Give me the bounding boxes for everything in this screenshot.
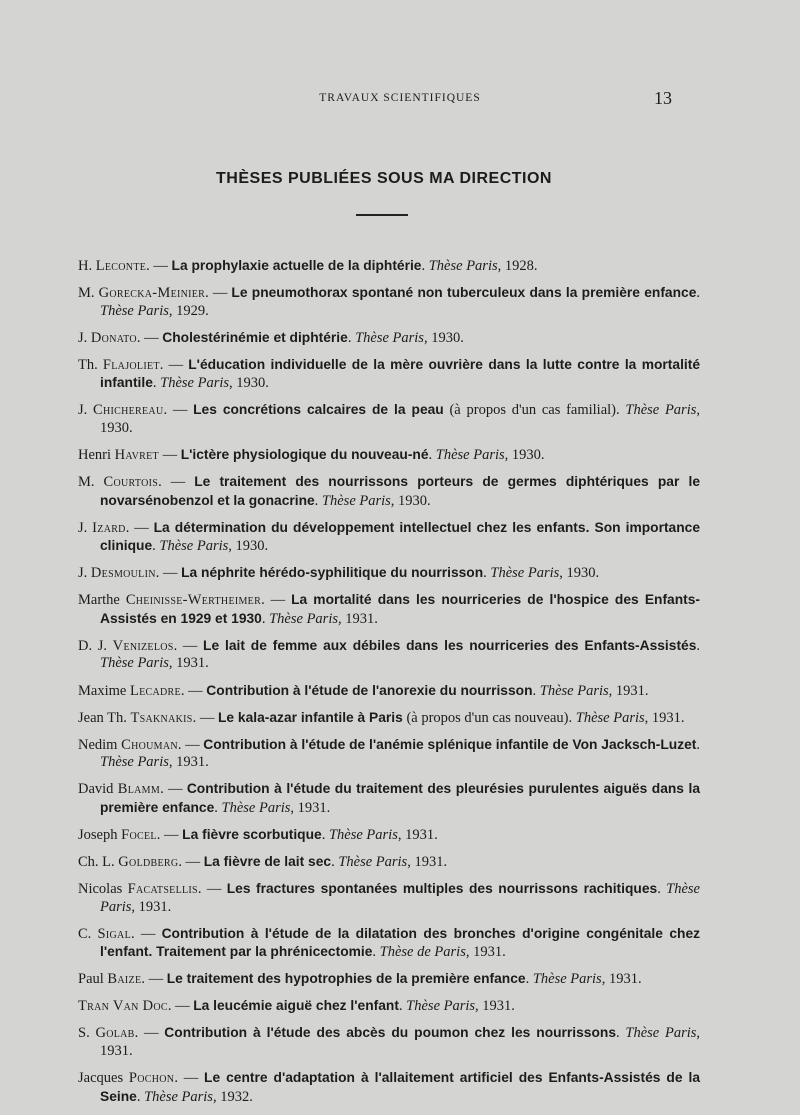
thesis-entry <box>78 826 700 845</box>
thesis-entry <box>78 925 700 962</box>
thesis-entry <box>78 356 700 393</box>
separator: . — <box>146 258 172 274</box>
thesis-year: , 1931. <box>397 826 438 843</box>
thesis-title: La prophylaxie actuelle de la diphtérie <box>171 258 422 273</box>
author-initials: J. <box>78 565 91 582</box>
title-period: . <box>347 329 356 346</box>
title-period: . <box>314 492 322 509</box>
author-initials: J. <box>78 402 94 419</box>
thesis-year: , 1930. <box>559 565 600 582</box>
thesis-entry <box>78 637 700 673</box>
thesis-entry <box>78 1069 700 1106</box>
author-surname: Havret <box>114 446 159 463</box>
separator: . — <box>197 881 227 898</box>
separator: — <box>158 446 181 463</box>
thesis-entry <box>78 329 700 348</box>
thesis-entry <box>78 1024 700 1060</box>
separator: . — <box>160 781 187 798</box>
separator: . — <box>178 854 204 870</box>
separator: . — <box>130 925 162 942</box>
thesis-year: , 1931. <box>465 944 506 961</box>
thesis-venue: Thèse Paris <box>269 610 338 627</box>
title-period: . <box>428 446 436 463</box>
author-initials: Jean Th. <box>78 709 131 726</box>
thesis-entry <box>78 682 700 701</box>
author-initials: C. <box>78 925 98 942</box>
author-surname: Chichereau <box>93 402 164 419</box>
thesis-entry <box>78 880 700 916</box>
thesis-entry <box>78 736 700 772</box>
thesis-year: , 1930. <box>423 329 464 346</box>
thesis-year: , 1930. <box>229 375 269 392</box>
separator: . — <box>163 402 194 419</box>
thesis-entry <box>78 709 700 728</box>
title-period: . <box>261 610 270 627</box>
author-surname: Baize <box>107 971 142 988</box>
author-initials: J. <box>78 519 93 536</box>
thesis-title: Les fractures spontanées multiples des nourrissons rachitiques <box>226 881 658 897</box>
thesis-title: Contribution à l'étude des abcès du poumon chez les nourrissons <box>164 1025 617 1041</box>
thesis-title: L'ictère physiologique du nouveau-né <box>180 446 429 462</box>
title-period: . <box>525 971 533 988</box>
author-initials: David <box>78 781 118 798</box>
thesis-year: , 1929. <box>168 302 209 319</box>
title-rule <box>356 214 408 216</box>
thesis-year: , 1930. <box>390 492 431 509</box>
separator: . — <box>141 971 167 988</box>
thesis-year: , 1931. <box>475 998 515 1015</box>
author-initials: Henri <box>78 446 115 463</box>
thesis-venue: Thèse Paris <box>321 492 391 509</box>
separator: . — <box>261 592 292 609</box>
thesis-year: , 1931. <box>168 655 209 672</box>
thesis-venue: Thèse Paris <box>221 799 291 816</box>
author-surname: Venizelos <box>112 637 174 654</box>
thesis-venue: Thèse Paris <box>100 754 169 771</box>
thesis-title: La leucémie aiguë chez l'enfant <box>193 998 399 1014</box>
author-surname: Blamm <box>117 781 161 798</box>
title-period: . <box>616 402 626 419</box>
author-surname: Tsaknakis <box>130 709 193 726</box>
thesis-entry <box>78 284 700 320</box>
author-surname: Facatsellis <box>127 881 198 898</box>
title-period: . <box>483 565 491 582</box>
title-period: . <box>214 799 222 816</box>
author-surname: Sigal <box>97 925 131 942</box>
thesis-venue: Thèse Paris <box>406 998 476 1015</box>
author-initials: Joseph <box>78 826 122 843</box>
title-period: . <box>696 285 701 302</box>
separator: . — <box>205 285 232 302</box>
thesis-entry <box>78 401 700 437</box>
author-surname: Goldberg <box>118 854 179 870</box>
thesis-title: Cholestérinémie et diphtérie <box>162 329 348 345</box>
thesis-title: Le traitement des hypotrophies de la première enfance <box>166 971 526 987</box>
thesis-venue: Thèse Paris <box>355 329 424 346</box>
thesis-title: La néphrite hérédo-syphilitique du nourrisson <box>181 565 484 581</box>
separator: . — <box>180 682 207 699</box>
thesis-title: Le kala-azar infantile à Paris <box>218 709 403 725</box>
author-surname: Courtois <box>103 474 159 491</box>
author-initials: M. <box>78 474 104 491</box>
thesis-title: Le centre d'adaptation à l'allaitement artificiel des Enfants-Assistés de la Seine <box>100 1070 701 1104</box>
thesis-entry <box>78 257 700 276</box>
thesis-venue: Thèse de Paris <box>379 944 466 961</box>
thesis-entry <box>78 519 700 556</box>
author-surname: Focel <box>121 826 157 843</box>
thesis-year: , 1931. <box>608 682 649 699</box>
separator: . — <box>125 519 154 536</box>
thesis-note: (à propos d'un cas nouveau) <box>402 709 569 726</box>
separator: . — <box>173 637 204 654</box>
author-surname: Pochon <box>128 1070 175 1087</box>
thesis-year: , 1931. <box>407 854 448 870</box>
thesis-title: La détermination du développement intellectuel chez les enfants. Son importance clinique <box>100 519 701 554</box>
author-surname: Flajoliet <box>102 356 160 373</box>
title-period: . <box>152 538 160 555</box>
thesis-year: , 1931. <box>168 754 209 771</box>
thesis-entry <box>78 591 700 628</box>
separator: . — <box>155 565 182 582</box>
author-surname: Lecadre <box>129 682 181 699</box>
thesis-title: Le pneumothorax spontané non tuberculeux dans la première enfance <box>231 285 697 301</box>
author-initials: Nicolas <box>78 881 128 898</box>
thesis-venue: Thèse Paris <box>532 971 602 988</box>
author-surname: Cheinisse-Wertheimer <box>125 592 262 609</box>
thesis-venue: Thèse Paris <box>490 565 560 582</box>
thesis-title: La fièvre scorbutique <box>182 826 322 842</box>
author-surname: Leconte <box>95 258 147 274</box>
title-period: . <box>398 998 407 1015</box>
thesis-venue: Thèse Paris <box>338 854 408 870</box>
thesis-year: , 1931. <box>337 610 378 627</box>
thesis-venue: Thèse Paris <box>575 709 645 726</box>
title-period: . <box>568 709 576 726</box>
author-initials: Jacques <box>78 1070 129 1087</box>
author-initials: H. <box>78 258 96 274</box>
author-surname: Donato <box>90 329 137 346</box>
thesis-venue: Thèse Paris <box>160 375 230 392</box>
thesis-entry <box>78 780 700 817</box>
separator: . — <box>159 356 189 373</box>
author-surname: Chouman <box>121 736 178 753</box>
thesis-venue: Thèse Paris <box>100 881 700 915</box>
thesis-venue: Thèse Paris <box>100 302 169 319</box>
thesis-title: Le lait de femme aux débiles dans les nourriceries des Enfants-Assistés <box>203 637 697 653</box>
thesis-year: , 1931. <box>131 898 172 915</box>
thesis-title: Contribution à l'étude de la dilatation des bronches d'origine congénitale chez l'enfant. Traitement par la phrénicectomie <box>100 925 701 960</box>
thesis-year: , 1930. <box>504 446 545 463</box>
author-initials: Nedim <box>78 736 122 753</box>
thesis-year: , 1931. <box>290 799 331 816</box>
title-period: . <box>321 826 329 843</box>
thesis-title: L'éducation individuelle de la mère ouvrière dans la lutte contre la mortalité infantile <box>100 356 700 391</box>
thesis-year: , 1930. <box>100 402 700 436</box>
thesis-venue: Thèse Paris <box>435 446 505 463</box>
author-initials: Marthe <box>78 592 126 609</box>
thesis-year: , 1931. <box>601 971 642 988</box>
thesis-title: Contribution à l'étude de l'anorexie du nourrisson <box>206 682 533 698</box>
thesis-title: Le traitement des nourrissons porteurs de germes diphtériques par le novarsénobenzol et la gonacrine <box>100 474 700 508</box>
author-surname: Tran Van Doc <box>78 998 168 1015</box>
author-initials: Maxime <box>78 682 130 699</box>
separator: . — <box>134 1025 165 1042</box>
title-period: . <box>421 258 429 274</box>
title-period: . <box>532 682 540 699</box>
thesis-entry <box>78 997 700 1016</box>
separator: . — <box>177 736 204 753</box>
thesis-title: Contribution à l'étude du traitement des pleurésies purulentes aiguës dans la première enfance <box>100 781 701 815</box>
thesis-venue: Thèse Paris <box>159 538 229 555</box>
thesis-entry <box>78 473 700 510</box>
thesis-entry <box>78 446 700 465</box>
thesis-venue: Thèse Paris <box>625 402 697 419</box>
thesis-year: , 1930. <box>228 538 269 555</box>
title-period: . <box>616 1025 626 1042</box>
thesis-year: , 1931. <box>644 709 685 726</box>
title-period: . <box>331 854 339 870</box>
author-initials: M. <box>78 285 99 302</box>
separator: . — <box>156 826 183 843</box>
thesis-venue: Thèse Paris <box>539 682 609 699</box>
page-number: 13 <box>654 88 672 108</box>
author-surname: Golab <box>95 1025 135 1042</box>
author-initials: Th. <box>78 356 103 373</box>
thesis-venue: Thèse Paris <box>100 655 169 672</box>
thesis-entry <box>78 564 700 583</box>
author-initials: S. <box>78 1025 96 1042</box>
author-initials: D. J. <box>78 637 113 654</box>
thesis-title: La mortalité dans les nourriceries de l'hospice des Enfants-Assistés en 1929 et 1930 <box>100 592 701 626</box>
title-period: . <box>152 375 161 392</box>
thesis-venue: Thèse Paris <box>428 258 498 274</box>
thesis-list <box>78 257 700 1115</box>
author-initials: J. <box>78 329 91 346</box>
section-title: THÈSES PUBLIÉES SOUS MA DIRECTION <box>216 170 552 187</box>
thesis-title: Les concrétions calcaires de la peau <box>193 402 444 418</box>
separator: . — <box>167 998 194 1015</box>
thesis-title: Contribution à l'étude de l'anémie splénique infantile de Von Jacksch-Luzet <box>203 736 697 752</box>
author-surname: Gorecka-Meinier <box>98 285 206 302</box>
title-period: . <box>372 944 380 961</box>
thesis-entry <box>78 970 700 989</box>
separator: . — <box>158 474 195 491</box>
title-period: . <box>657 881 667 898</box>
author-initials: Paul <box>78 971 108 988</box>
running-head: TRAVAUX SCIENTIFIQUES <box>319 92 481 104</box>
thesis-year: , 1931. <box>100 1025 701 1059</box>
thesis-title: La fièvre de lait sec <box>203 854 332 869</box>
separator: . — <box>174 1070 205 1087</box>
author-surname: Izard <box>92 519 126 536</box>
thesis-venue: Thèse Paris <box>328 826 398 843</box>
title-period: . <box>136 1088 145 1105</box>
separator: . — <box>136 329 163 346</box>
thesis-venue: Thèse Paris <box>144 1088 213 1105</box>
title-period: . <box>696 637 701 654</box>
thesis-year: , 1932. <box>212 1088 253 1105</box>
thesis-entry <box>78 853 700 872</box>
author-initials: Ch. L. <box>78 854 119 870</box>
thesis-year: , 1928. <box>497 258 538 274</box>
thesis-venue: Thèse Paris <box>625 1025 697 1042</box>
title-period: . <box>696 736 701 753</box>
thesis-note: (à propos d'un cas familial) <box>443 402 616 419</box>
separator: . — <box>192 709 218 726</box>
author-surname: Desmoulin <box>90 565 156 582</box>
